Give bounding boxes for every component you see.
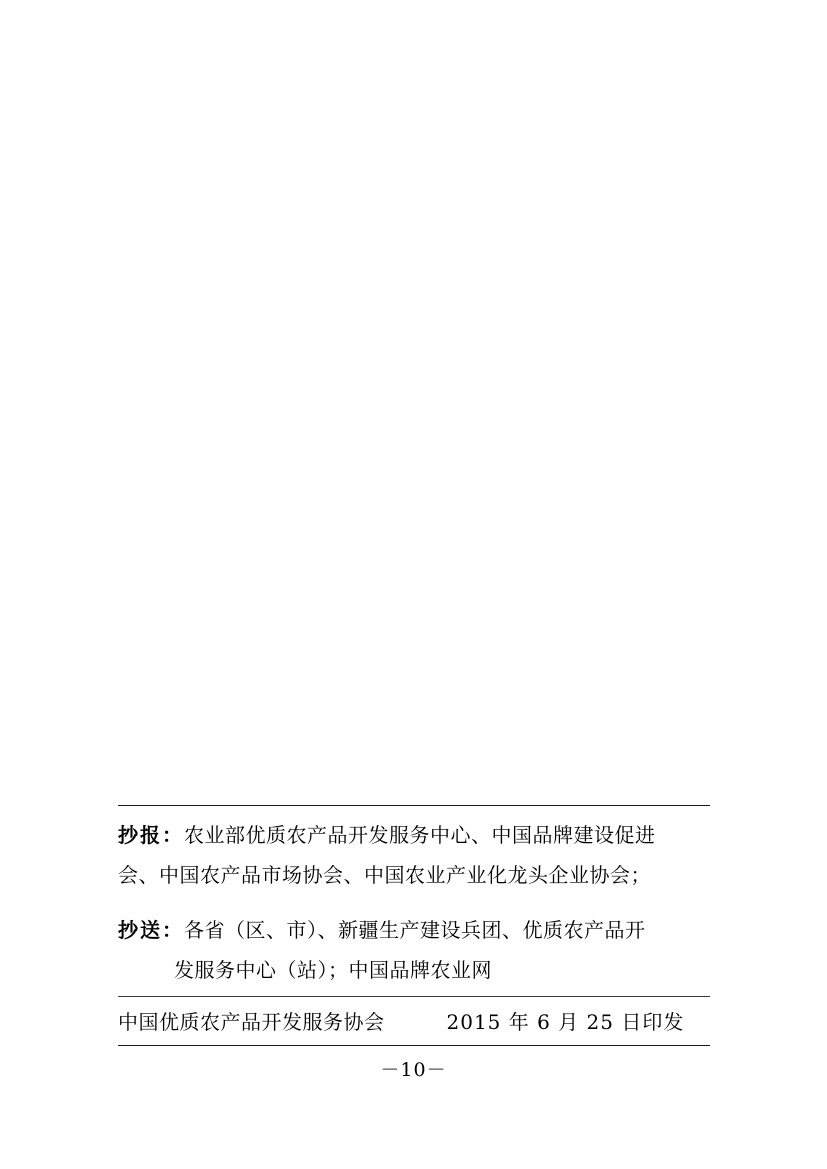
copy-to-section xyxy=(118,806,710,901)
send-to-text-continued: 发服务中心（站）；中国品牌农业网 xyxy=(174,958,492,982)
divider-bottom xyxy=(118,1045,710,1046)
send-to-row xyxy=(118,910,710,950)
footer-issuer: 中国优质农产品开发服务协会 xyxy=(118,1010,385,1034)
copy-to-row xyxy=(118,815,710,855)
page-content-area xyxy=(118,60,710,800)
send-to-text: 各省（区、市）、新疆生产建设兵团、优质农产品开 xyxy=(184,918,646,942)
footer-date: 2015 年 6 月 25 日印发 xyxy=(446,1010,685,1034)
send-to-section xyxy=(118,901,710,996)
send-to-label: 抄送： xyxy=(118,918,184,942)
copy-to-text: 农业部优质农产品开发服务中心、中国品牌建设促进 xyxy=(184,823,656,847)
copy-to-text-continued: 会、中国农产品市场协会、中国农业产业化龙头企业协会； xyxy=(118,863,651,887)
document-footer xyxy=(118,997,710,1045)
page-number: －10－ xyxy=(380,1059,447,1081)
distribution-block xyxy=(118,805,710,1046)
copy-to-label: 抄报： xyxy=(118,823,184,847)
